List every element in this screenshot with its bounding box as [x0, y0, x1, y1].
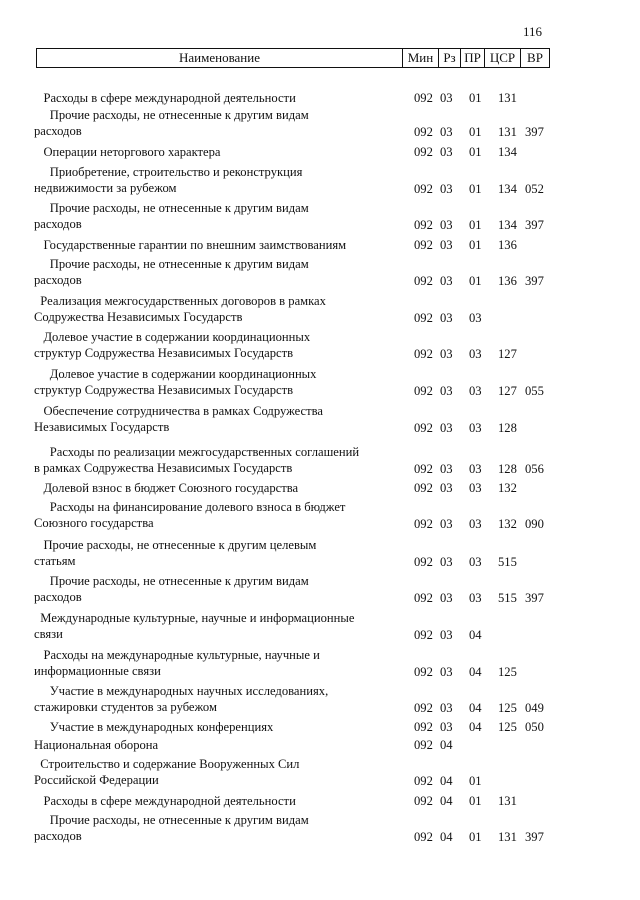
row-vr: 090 — [525, 517, 544, 531]
row-name — [34, 610, 396, 642]
row-rz: 04 — [440, 794, 453, 808]
row-min: 092 — [414, 517, 433, 531]
row-name-line: расходов — [34, 124, 82, 138]
row-csr: 128 — [498, 421, 517, 435]
row-pr: 01 — [469, 830, 482, 844]
row-rz: 03 — [440, 145, 453, 159]
row-name — [34, 537, 396, 569]
row-pr: 03 — [469, 347, 482, 361]
row-pr: 01 — [469, 238, 482, 252]
row-name — [34, 107, 396, 139]
row-rz: 04 — [440, 774, 453, 788]
row-name — [34, 499, 396, 531]
row-name-line: Прочие расходы, не отнесенные к другим видам — [34, 108, 309, 122]
row-pr: 04 — [469, 701, 482, 715]
row-rz: 03 — [440, 462, 453, 476]
row-csr: 136 — [498, 238, 517, 252]
row-min: 092 — [414, 384, 433, 398]
row-vr: 052 — [525, 182, 544, 196]
row-name-line: Прочие расходы, не отнесенные к другим целевым — [34, 538, 317, 552]
row-pr: 01 — [469, 774, 482, 788]
row-pr: 03 — [469, 591, 482, 605]
row-vr: 055 — [525, 384, 544, 398]
row-rz: 03 — [440, 311, 453, 325]
row-csr: 132 — [498, 481, 517, 495]
row-csr: 128 — [498, 462, 517, 476]
row-vr: 050 — [525, 720, 544, 734]
row-name — [34, 200, 396, 232]
row-rz: 03 — [440, 347, 453, 361]
row-rz: 03 — [440, 91, 453, 105]
row-rz: 03 — [440, 125, 453, 139]
row-name — [34, 366, 396, 398]
row-name-line: статьям — [34, 554, 76, 568]
row-name — [34, 237, 396, 253]
row-rz: 03 — [440, 665, 453, 679]
row-min: 092 — [414, 774, 433, 788]
row-min: 092 — [414, 628, 433, 642]
row-vr: 056 — [525, 462, 544, 476]
row-name-line: Расходы в сфере международной деятельности — [34, 794, 296, 808]
row-rz: 03 — [440, 384, 453, 398]
row-min: 092 — [414, 481, 433, 495]
row-csr: 131 — [498, 794, 517, 808]
row-name-line: Государственные гарантии по внешним заимствованиям — [34, 238, 347, 252]
row-name-line: Приобретение, строительство и реконструкция — [34, 165, 303, 179]
row-name-line: Операции неторгового характера — [34, 145, 221, 159]
row-csr: 134 — [498, 182, 517, 196]
row-vr: 397 — [525, 125, 544, 139]
row-csr: 127 — [498, 384, 517, 398]
row-min: 092 — [414, 421, 433, 435]
row-min: 092 — [414, 347, 433, 361]
row-vr: 397 — [525, 218, 544, 232]
row-name — [34, 164, 396, 196]
row-name-line: Долевой взнос в бюджет Союзного государства — [34, 481, 299, 495]
row-min: 092 — [414, 738, 433, 752]
row-name — [34, 403, 396, 435]
row-csr: 134 — [498, 218, 517, 232]
row-pr: 03 — [469, 384, 482, 398]
row-vr: 049 — [525, 701, 544, 715]
row-name-line: информационные связи — [34, 664, 161, 678]
row-csr: 131 — [498, 125, 517, 139]
row-csr: 127 — [498, 347, 517, 361]
row-rz: 03 — [440, 628, 453, 642]
row-rz: 03 — [440, 591, 453, 605]
row-name — [34, 647, 396, 679]
row-min: 092 — [414, 462, 433, 476]
row-rz: 03 — [440, 218, 453, 232]
row-name — [34, 793, 396, 809]
row-name-line: Расходы по реализации межгосударственных соглашений — [34, 445, 360, 459]
row-name-line: связи — [34, 627, 63, 641]
row-min: 092 — [414, 125, 433, 139]
row-min: 092 — [414, 274, 433, 288]
row-csr: 125 — [498, 720, 517, 734]
row-name-line: Долевое участие в содержании координационных — [34, 367, 317, 381]
row-pr: 04 — [469, 628, 482, 642]
row-pr: 03 — [469, 555, 482, 569]
row-name-line: Союзного государства — [34, 516, 154, 530]
row-pr: 01 — [469, 91, 482, 105]
header-min: Мин — [403, 49, 439, 67]
header-vr: ВР — [527, 50, 543, 65]
row-min: 092 — [414, 665, 433, 679]
header-name: Наименование — [37, 49, 403, 67]
row-rz: 03 — [440, 481, 453, 495]
row-name — [34, 719, 396, 735]
row-min: 092 — [414, 830, 433, 844]
row-name — [34, 756, 396, 788]
row-name-line: Строительство и содержание Вооруженных Сил — [34, 757, 300, 771]
row-name — [34, 683, 396, 715]
row-pr: 03 — [469, 421, 482, 435]
row-min: 092 — [414, 591, 433, 605]
page-number: 116 — [522, 24, 542, 39]
row-name-line: Международные культурные, научные и информационные — [34, 611, 355, 625]
row-csr: 125 — [498, 701, 517, 715]
row-name — [34, 812, 396, 844]
row-csr: 136 — [498, 274, 517, 288]
row-name-line: Долевое участие в содержании координационных — [34, 330, 311, 344]
row-csr: 132 — [498, 517, 517, 531]
header-rz: Рз — [439, 49, 461, 67]
row-pr: 04 — [469, 720, 482, 734]
row-name-line: Расходы на международные культурные, научные и — [34, 648, 320, 662]
row-name — [34, 444, 396, 476]
row-min: 092 — [414, 182, 433, 196]
row-name — [34, 573, 396, 605]
row-rz: 03 — [440, 555, 453, 569]
row-vr: 397 — [525, 830, 544, 844]
header-csr: ЦСР — [485, 49, 521, 67]
row-rz: 03 — [440, 517, 453, 531]
row-name-line: Участие в международных научных исследованиях, — [34, 684, 329, 698]
row-rz: 04 — [440, 738, 453, 752]
row-name-line: Прочие расходы, не отнесенные к другим видам — [34, 257, 309, 271]
row-name-line: Российской Федерации — [34, 773, 159, 787]
row-name-line: структур Содружества Независимых Государств — [34, 346, 294, 360]
row-name — [34, 329, 396, 361]
row-rz: 03 — [440, 238, 453, 252]
row-name-line: расходов — [34, 217, 82, 231]
row-min: 092 — [414, 720, 433, 734]
row-min: 092 — [414, 145, 433, 159]
row-name — [34, 144, 396, 160]
row-name-line: Прочие расходы, не отнесенные к другим видам — [34, 574, 309, 588]
row-name-line: Содружества Независимых Государств — [34, 310, 243, 324]
row-name-line: недвижимости за рубежом — [34, 181, 177, 195]
row-name-line: Прочие расходы, не отнесенные к другим видам — [34, 813, 309, 827]
row-csr: 515 — [498, 555, 517, 569]
row-pr: 01 — [469, 125, 482, 139]
row-name — [34, 293, 396, 325]
row-csr: 131 — [498, 830, 517, 844]
row-csr: 125 — [498, 665, 517, 679]
row-pr: 01 — [469, 794, 482, 808]
row-name-line: расходов — [34, 273, 82, 287]
row-name — [34, 737, 396, 753]
row-name-line: Расходы в сфере международной деятельности — [34, 91, 296, 105]
row-rz: 03 — [440, 274, 453, 288]
row-name-line: Реализация межгосударственных договоров в рамках — [34, 294, 326, 308]
row-min: 092 — [414, 555, 433, 569]
row-pr: 01 — [469, 182, 482, 196]
row-rz: 04 — [440, 830, 453, 844]
row-name-line: в рамках Содружества Независимых Государств — [34, 461, 293, 475]
row-name-line: Независимых Государств — [34, 420, 170, 434]
row-min: 092 — [414, 701, 433, 715]
row-name-line: стажировки студентов за рубежом — [34, 700, 217, 714]
row-vr: 397 — [525, 591, 544, 605]
row-name-line: структур Содружества Независимых Государств — [34, 383, 294, 397]
row-pr: 03 — [469, 311, 482, 325]
row-csr: 134 — [498, 145, 517, 159]
row-name — [34, 256, 396, 288]
row-pr: 04 — [469, 665, 482, 679]
row-min: 092 — [414, 311, 433, 325]
row-name-line: Обеспечение сотрудничества в рамках Содружества — [34, 404, 323, 418]
row-min: 092 — [414, 238, 433, 252]
row-min: 092 — [414, 218, 433, 232]
row-pr: 03 — [469, 517, 482, 531]
row-rz: 03 — [440, 421, 453, 435]
row-pr: 03 — [469, 462, 482, 476]
row-vr: 397 — [525, 274, 544, 288]
row-min: 092 — [414, 794, 433, 808]
row-name-line: Расходы на финансирование долевого взноса в бюджет — [34, 500, 346, 514]
row-name-line: Прочие расходы, не отнесенные к другим видам — [34, 201, 309, 215]
row-name-line: расходов — [34, 590, 82, 604]
row-name — [34, 480, 396, 496]
row-rz: 03 — [440, 720, 453, 734]
row-min: 092 — [414, 91, 433, 105]
row-name-line: Участие в международных конференциях — [34, 720, 274, 734]
row-name-line: Национальная оборона — [34, 738, 159, 752]
row-csr: 131 — [498, 91, 517, 105]
row-pr: 03 — [469, 481, 482, 495]
row-pr: 01 — [469, 145, 482, 159]
row-rz: 03 — [440, 182, 453, 196]
row-pr: 01 — [469, 218, 482, 232]
row-csr: 515 — [498, 591, 517, 605]
row-pr: 01 — [469, 274, 482, 288]
row-name — [34, 90, 396, 106]
row-name-line: расходов — [34, 829, 82, 843]
row-rz: 03 — [440, 701, 453, 715]
header-pr: ПР — [461, 49, 485, 67]
